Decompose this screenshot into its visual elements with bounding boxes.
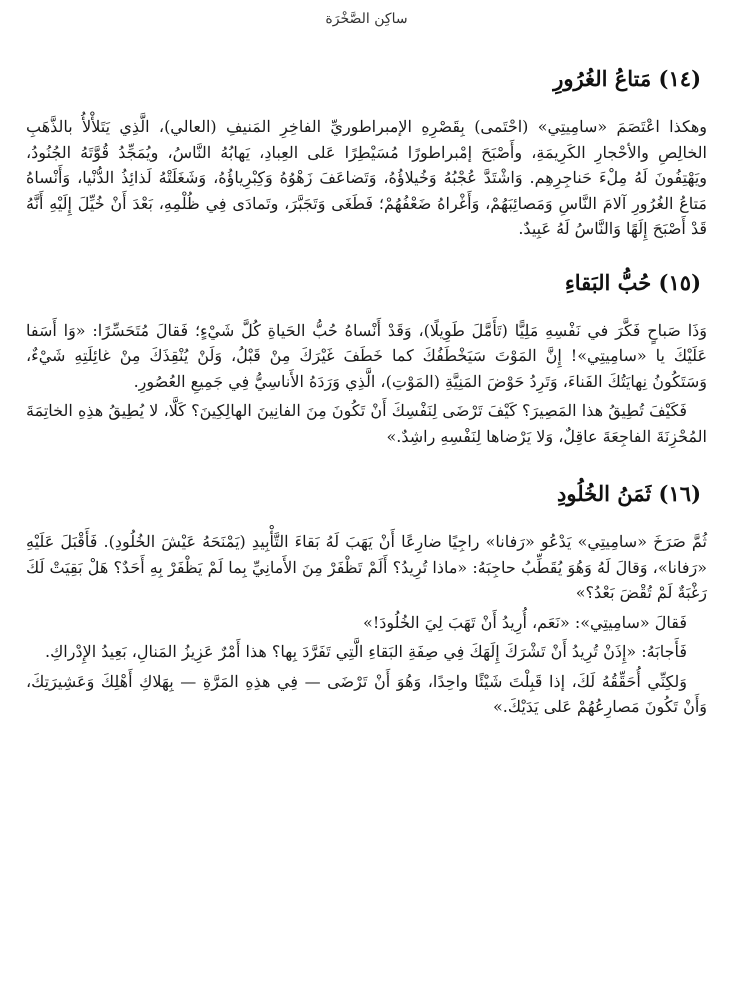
- section-title: (١٥) حُبُّ البَقاءِ: [564, 269, 701, 295]
- paragraph: فَقالَ «سامِيتِي»: «نَعَم، أُرِيدُ أَنْ تَهَبَ لِيَ الخُلُودَ!»: [363, 612, 687, 632]
- section-title: (١٤) مَتاعُ الغُرُورِ: [553, 66, 701, 91]
- paragraph: فَكَيْفَ تُطِيقُ هذا المَصِيرَ؟ كَيْفَ تَرْضَى لِنَفْسِكَ أَنْ تَكُونَ مِنَ الفانِينَ الهالِكِينَ؟ كَلَّا، لا يُطِيقُ هذِهِ الخاتِمَةَ المُحْزِنَةَ الفاجِعَةَ عاقِلٌ، وَلا يَرْضاها لِنَفْسِهِ راشِدٌ.»: [26, 401, 707, 446]
- section-14: [26, 64, 707, 242]
- running-head: ساكِن الصَّخْرَة: [325, 11, 408, 27]
- section-16: [26, 479, 707, 720]
- paragraph: فَأَجابَهُ: «إِذَنْ تُرِيدُ أَنْ تَشْرَكَ إِلَهَكَ فِي صِفَةِ البَقاءِ الَّتِي تَفَرَّدَ بِها؟ هذا أَمْرٌ عَزِيزُ المَنالِ، بَعِيدُ الإِدْراكِ.: [45, 642, 687, 661]
- paragraph: وهكذا اعْتَصَمَ «سامِيتِي» (احْتَمى) بِقَصْرِهِ الإمبراطوريِّ الفاخِرِ المَنيفِ (العالي)، الَّذِي يَتَلأْلأُ بالذَّهَبِ الخالِصِ والأحْجارِ الكَرِيمَةِ، وأَصْبَحَ إمْبراطورًا مُسَيْطِرًا عَلى العِبادِ، يَهابُهُ النَّاسُ، ويُمَجِّدُ قُوَّتَهُ الجُنُودُ، ويَهْتِفُونَ لَهُ مِلْءَ حَناجِرِهِم. وَاشْتَدَّ عُجْبُهُ وَخُيلاؤُهُ، وَتَضاعَفَ زَهْوُهُ وَكِبْرِياؤُهُ، وَشَغَلَتْهُ لَذائِذُ الدُّنْيا، وَأَنْساهُ مَتاعُ الغُرُورِ آلامَ النَّاسِ وَمَصائِبَهُمْ، وَأَغْراهُ ضَعْفُهُمْ؛ فَطَغَى وَتَجَبَّرَ، وتَمادَى فِي ظُلْمِهِ، بَعْدَ أَنْ خُيِّلَ إِلَيْهِ أَنَّهُ قَدْ أَصْبَحَ إِلَهًا وَالنَّاسُ لَهُ عَبِيدٌ.: [26, 117, 707, 238]
- section-title: (١٦) ثَمَنُ الخُلُودِ: [557, 481, 701, 506]
- paragraph: وَلكِنِّي أُحَقِّقُهُ لَكَ، إذا قَبِلْتَ شَيْئًا واحِدًا، وَهُوَ أَنْ تَرْضَى — فِي هذِهِ المَرَّةِ — بِهَلاكِ أَهْلِكَ وَعَشِيرَتِكَ، وَأَنْ تَكُونَ مَصارِعُهُمْ عَلى يَدَيْكَ.»: [26, 671, 707, 716]
- paragraph: ثُمَّ صَرَخَ «سامِيتِي» يَدْعُو «رَفانا» راجِيًا ضارِعًا أَنْ يَهَبَ لَهُ بَقاءَ التَّأْبِيدِ (يَمْنَحَهُ عَيْشَ الخُلُودِ). فَأَقْبَلَ عَلَيْهِ «رَفانا»، وَقالَ لَهُ وَهُوَ يُقَطِّبُ حاجِبَهُ: «ماذا تُرِيدُ؟ أَلَمْ تَظْفَرْ مِنَ الأَمانِيِّ بِما لَمْ يَظْفَرْ بِهِ أَحَدٌ؟ هَلْ بَقِيَتْ لَكَ رَغْبَةٌ لَمْ تُقْضَ بَعْدُ؟»: [26, 532, 708, 602]
- section-15: [26, 268, 707, 450]
- paragraph: وَذَا صَباحٍ فَكَّرَ في نَفْسِهِ مَلِيًّا (تَأَمَّلَ طَوِيلًا)، وَقَدْ أَنْساهُ حُبُّ الحَياةِ كُلَّ شَيْءٍ؛ فَقالَ مُتَحَسِّرًا: «وَا أَسَفا عَلَيْكَ يا «سامِيتِي»! إِنَّ المَوْتَ سَيَخْطَفُكَ كما خَطَفَ غَيْرَكَ مِنْ قَبْلُ، وَلَنْ يُنْقِذَكَ مِنْ غائِلَتِهِ شَيْءٌ، وَسَتَكُونُ نِهايَتُكَ الفَناءَ، وَتَرِدُ حَوْضَ المَنِيَّةِ (المَوْتِ)، الَّذِي وَرَدَهُ الأَناسِيُّ فِي جَمِيعِ العُصُورِ.: [26, 320, 707, 391]
